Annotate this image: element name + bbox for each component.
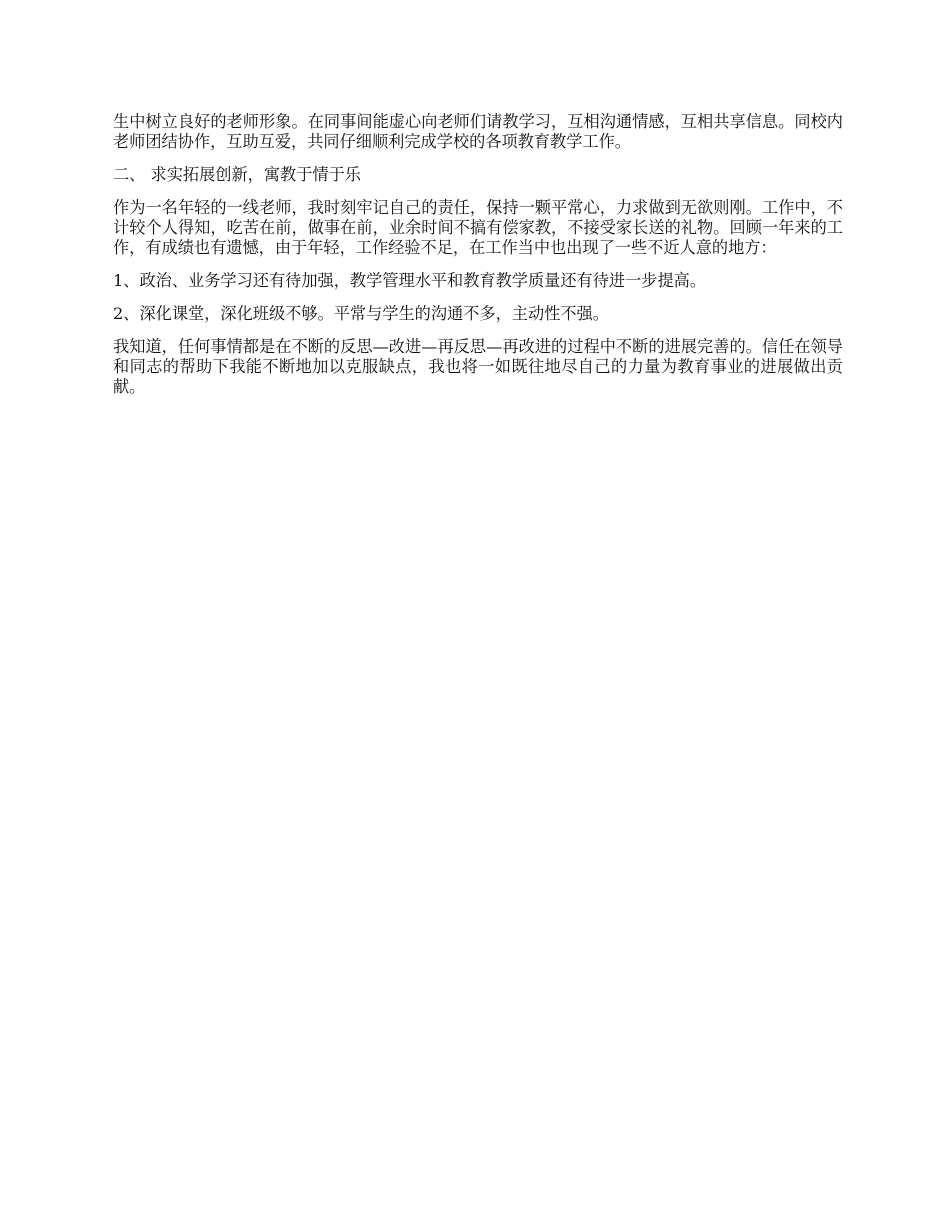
paragraph-conclusion: 我知道，任何事情都是在不断的反思—改进—再反思—再改进的过程中不断的进展完善的。信任在领导和同志的帮助下我能不断地加以克服缺点，我也将一如既往地尽自己的力量为教育事业的进展做出贡献。 [113,337,843,396]
paragraph-self-reflection: 作为一名年轻的一线老师，我时刻牢记自己的责任，保持一颗平常心，力求做到无欲则刚。工作中，不计较个人得知，吃苦在前，做事在前，业余时间不搞有偿家教，不接受家长送的礼物。回顾一年来的工作，有成绩也有遗憾，由于年轻，工作经验不足，在工作当中也出现了一些不近人意的地方： [113,198,843,257]
list-item-shortcoming-2: 2、深化课堂，深化班级不够。平常与学生的沟通不多，主动性不强。 [113,304,609,323]
paragraph-colleague-relations: 生中树立良好的老师形象。在同事间能虚心向老师们请教学习，互相沟通情感，互相共享信息。同校内老师团结协作，互助互爱，共同仔细顺利完成学校的各项教育教学工作。 [113,112,843,151]
document-body [113,112,843,410]
section-heading-innovation: 二、 求实拓展创新，寓教于情于乐 [113,165,361,184]
list-item-shortcoming-1: 1、政治、业务学习还有待加强，教学管理水平和教育教学质量还有待进一步提高。 [113,271,707,290]
